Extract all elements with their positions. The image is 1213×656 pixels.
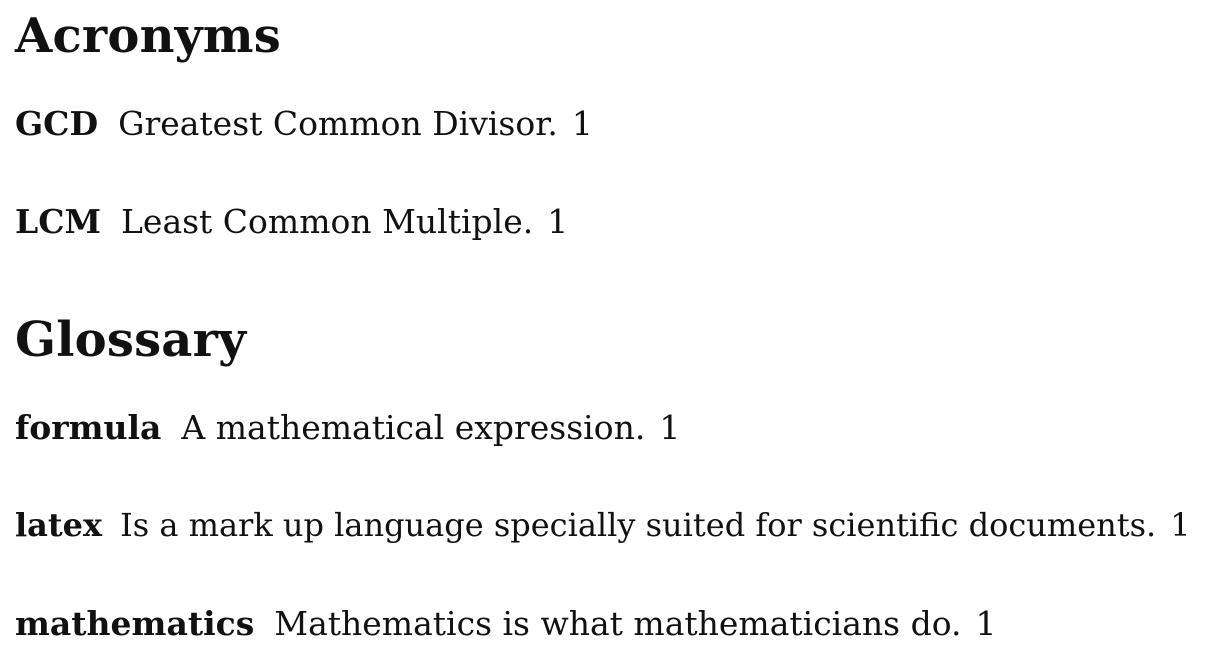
entry-description: Is a mark up language specially suited for scientific documents. (120, 506, 1157, 544)
entry-description: Greatest Common Divisor. (118, 104, 558, 143)
glossary-entry (15, 604, 997, 643)
entry-term: formula (15, 408, 162, 447)
entry-page-link[interactable]: 1 (571, 104, 593, 143)
entry-term: latex (15, 506, 103, 544)
entry-description: A mathematical expression. (181, 408, 646, 447)
entry-page-link[interactable]: 1 (975, 604, 997, 643)
acronym-entry (15, 202, 569, 241)
glossary-entry (15, 408, 681, 447)
acronyms-heading: Acronyms (15, 8, 281, 64)
entry-page-link[interactable]: 1 (659, 408, 681, 447)
entry-page-link[interactable]: 1 (547, 202, 569, 241)
glossary-entry (15, 506, 1191, 544)
entry-term: GCD (15, 104, 99, 143)
entry-description: Mathematics is what mathematicians do. (274, 604, 962, 643)
glossary-heading: Glossary (15, 312, 247, 368)
entry-description: Least Common Multiple. (121, 202, 534, 241)
acronym-entry (15, 104, 593, 143)
entry-term: LCM (15, 202, 101, 241)
entry-page-link[interactable]: 1 (1170, 506, 1191, 544)
entry-term: mathematics (15, 604, 255, 643)
